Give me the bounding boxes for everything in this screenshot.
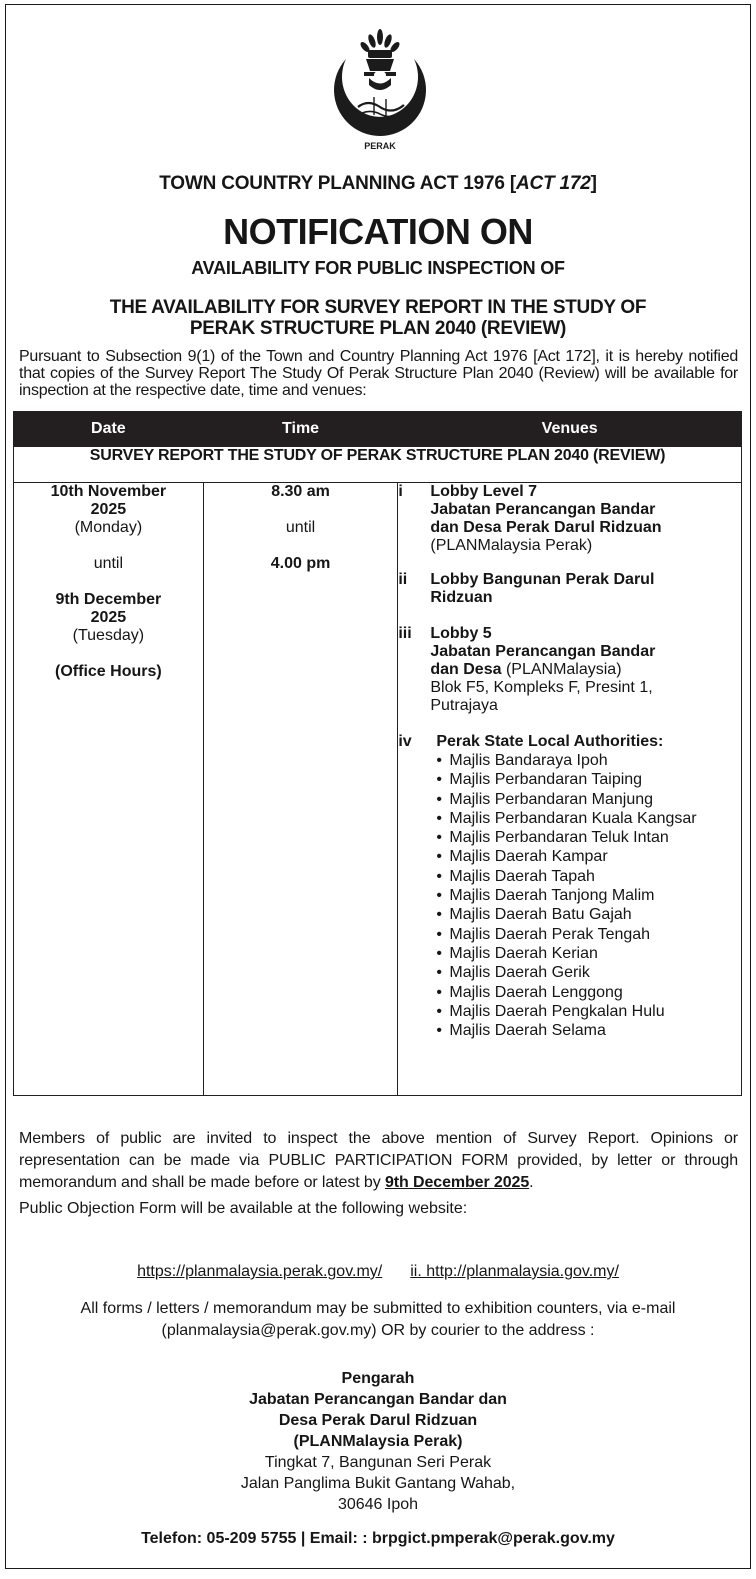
list-item: • Majlis Daerah Tapah [436, 867, 741, 886]
list-item: • Majlis Daerah Kerian [436, 944, 741, 963]
table-header-row [14, 412, 742, 447]
act-heading: TOWN COUNTRY PLANNING ACT 1976 [ACT 172] [159, 173, 597, 194]
planmalaysia-perak-link[interactable]: https://planmalaysia.perak.gov.my/ [137, 1263, 383, 1280]
schedule-table [13, 411, 742, 1096]
list-item: • Majlis Perbandaran Taiping [436, 770, 741, 789]
schedule-row [14, 483, 742, 1096]
list-item: • Majlis Daerah Batu Gajah [436, 905, 741, 924]
time-cell: 8.30 am until 4.00 pm [203, 483, 398, 1096]
list-item: • Majlis Perbandaran Kuala Kangsar [436, 809, 741, 828]
date-cell: 10th November 2025 (Monday) until 9th December 2025 (Tuesday) (Office Hours) [14, 483, 204, 1096]
notification-title: NOTIFICATION ON [223, 211, 533, 252]
column-header-date: Date [14, 412, 204, 447]
list-item: • Majlis Daerah Pengkalan Hulu [436, 1002, 741, 1021]
closing-paragraph: Members of public are invited to inspect the above mention of Survey Report. Opinions or representation can be made via PUBLIC PARTICIPATION FORM provided, by letter or through memorandum and shall be made before or latest by 9th December 2025. [19, 1130, 738, 1191]
local-authorities-list [398, 751, 741, 1040]
list-item: • Majlis Bandaraya Ipoh [436, 751, 741, 770]
availability-subtitle: AVAILABILITY FOR PUBLIC INSPECTION OF [191, 258, 565, 278]
list-item: • Majlis Perbandaran Teluk Intan [436, 828, 741, 847]
crest-label: PERAK [364, 141, 396, 151]
list-item: • Majlis Daerah Kampar [436, 847, 741, 866]
survey-heading: THE AVAILABILITY FOR SURVEY REPORT IN THE STUDY OF PERAK STRUCTURE PLAN 2040 (REVIEW) [109, 297, 647, 339]
perak-state-crest-icon [322, 23, 438, 153]
objection-form-note: Public Objection Form will be available at the following website: [19, 1200, 468, 1217]
venues-cell [398, 483, 742, 1096]
list-item: • Majlis Daerah Gerik [436, 963, 741, 982]
column-header-venues: Venues [398, 412, 742, 447]
list-item: • Majlis Daerah Perak Tengah [436, 925, 741, 944]
contact-footer: Telefon: 05-209 5755 | Email: : brpgict.pmperak@perak.gov.my [141, 1530, 615, 1547]
venue-item: iii Lobby 5 Jabatan Perancangan Bandar dan Desa (PLANMalaysia) Blok F5, Kompleks F, Presint 1, Putrajaya [398, 625, 656, 714]
planmalaysia-link[interactable]: ii. http://planmalaysia.gov.my/ [410, 1263, 619, 1280]
list-item: • Majlis Daerah Tanjong Malim [436, 886, 741, 905]
column-header-time: Time [203, 412, 398, 447]
list-item: • Majlis Perbandaran Manjung [436, 790, 741, 809]
notice-page [5, 4, 751, 1569]
mailing-address: Pengarah Jabatan Perancangan Bandar dan Desa Perak Darul Ridzuan (PLANMalaysia Perak) Tingkat 7, Bangunan Seri Perak Jalan Panglima Bukit Gantang Wahab, 30646 Ipoh [240, 1370, 516, 1513]
venue-item: i Lobby Level 7 Jabatan Perancangan Bandar dan Desa Perak Darul Ridzuan (PLANMalaysia Perak) [398, 483, 662, 554]
list-item: • Majlis Daerah Selama [436, 1021, 741, 1040]
venue-item: ii Lobby Bangunan Perak Darul Ridzuan [398, 571, 655, 606]
venue-item: iv Perak State Local Authorities: [398, 733, 664, 750]
website-links [6, 1263, 750, 1281]
submission-note: All forms / letters / memorandum may be submitted to exhibition counters, via e-mail (planmalaysia@perak.gov.my) OR by courier to the address : [80, 1300, 676, 1339]
list-item: • Majlis Daerah Lenggong [436, 983, 741, 1002]
intro-paragraph: Pursuant to Subsection 9(1) of the Town and Country Planning Act 1976 [Act 172], it is hereby notified that copies of the Survey Report The Study Of Perak Structure Plan 2040 (Review) will be available for inspection at the respective date, time and venues: [19, 348, 738, 399]
report-title-row: SURVEY REPORT THE STUDY OF PERAK STRUCTURE PLAN 2040 (REVIEW) [14, 447, 742, 483]
deadline-date: 9th December 2025 [384, 1174, 530, 1191]
